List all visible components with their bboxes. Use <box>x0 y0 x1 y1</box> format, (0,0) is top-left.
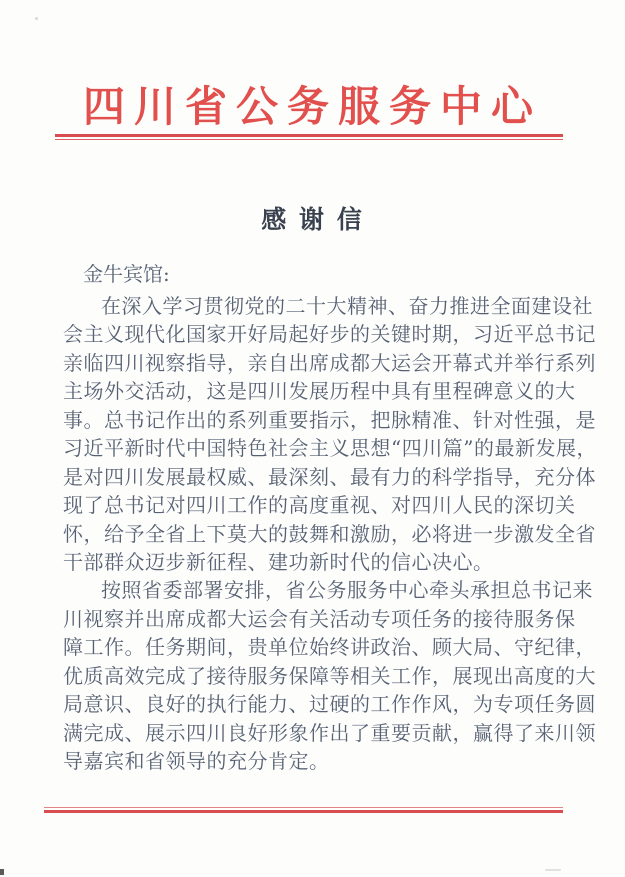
body-line-p1-l3: 亲临四川视察指导，亲自出席成都大运会开幕式并举行系列 <box>63 350 596 375</box>
body-line-p2-l2: 川视察并出席成都大运会有关活动专项任务的接待服务保 <box>63 606 576 631</box>
body-line-p2-l1: 按照省委部署安排，省公务服务中心牵头承担总书记来 <box>101 578 593 603</box>
body-line-p2-l3: 障工作。任务期间，贵单位始终讲政治、顾大局、守纪律， <box>63 635 596 660</box>
letterhead-divider <box>55 134 563 140</box>
body-line-p1-l6: 习近平新时代中国特色社会主义思想“四川篇”的最新发展， <box>63 436 597 461</box>
body-line-p1-l9: 怀，给予全省上下莫大的鼓舞和激励，必将进一步激发全省 <box>63 521 596 546</box>
body-line-p2-l7: 导嘉宾和省领导的充分肯定。 <box>63 749 330 773</box>
footer-divider-thick-line <box>44 810 563 813</box>
letterhead-org-name: 四川省公务服务中心 <box>82 82 542 131</box>
body-line-p2-l6: 满完成、展示四川良好形象作出了重要贡献，赢得了来川领 <box>63 720 596 745</box>
footer-divider <box>44 807 563 813</box>
body-line-p2-l5: 局意识、良好的执行能力、过硬的工作作风，为专项任务圆 <box>63 692 596 717</box>
body-line-p1-l10: 干部群众迈步新征程、建功新时代的信心决心。 <box>63 549 494 574</box>
salutation: 金牛宾馆: <box>83 262 170 286</box>
body-line-p1-l5: 事。总书记作出的系列重要指示，把脉精准、针对性强，是 <box>63 407 596 432</box>
body-line-p1-l2: 会主义现代化国家开好局起好步的关键时期，习近平总书记 <box>63 322 596 347</box>
body-line-p1-l4: 主场外交活动，这是四川发展历程中具有里程碑意义的大 <box>63 379 576 404</box>
scan-artifact-speck <box>35 17 38 20</box>
body-line-p1-l7: 是对四川发展最权威、最深刻、最有力的科学指导，充分体 <box>63 464 596 489</box>
letter-title: 感 谢 信 <box>261 205 364 234</box>
scan-artifact-edge-nick <box>0 869 4 875</box>
body-line-p2-l4: 优质高效完成了接待服务保障等相关工作，展现出高度的大 <box>63 663 596 688</box>
body-line-p1-l8: 现了总书记对四川工作的高度重视、对四川人民的深切关 <box>63 493 576 518</box>
body-line-p1-l1: 在深入学习贯彻党的二十大精神、奋力推进全面建设社 <box>101 294 593 318</box>
scan-artifact-smudge <box>545 869 561 871</box>
letter-body <box>63 292 597 775</box>
letterhead-divider-thin-line <box>55 139 563 140</box>
